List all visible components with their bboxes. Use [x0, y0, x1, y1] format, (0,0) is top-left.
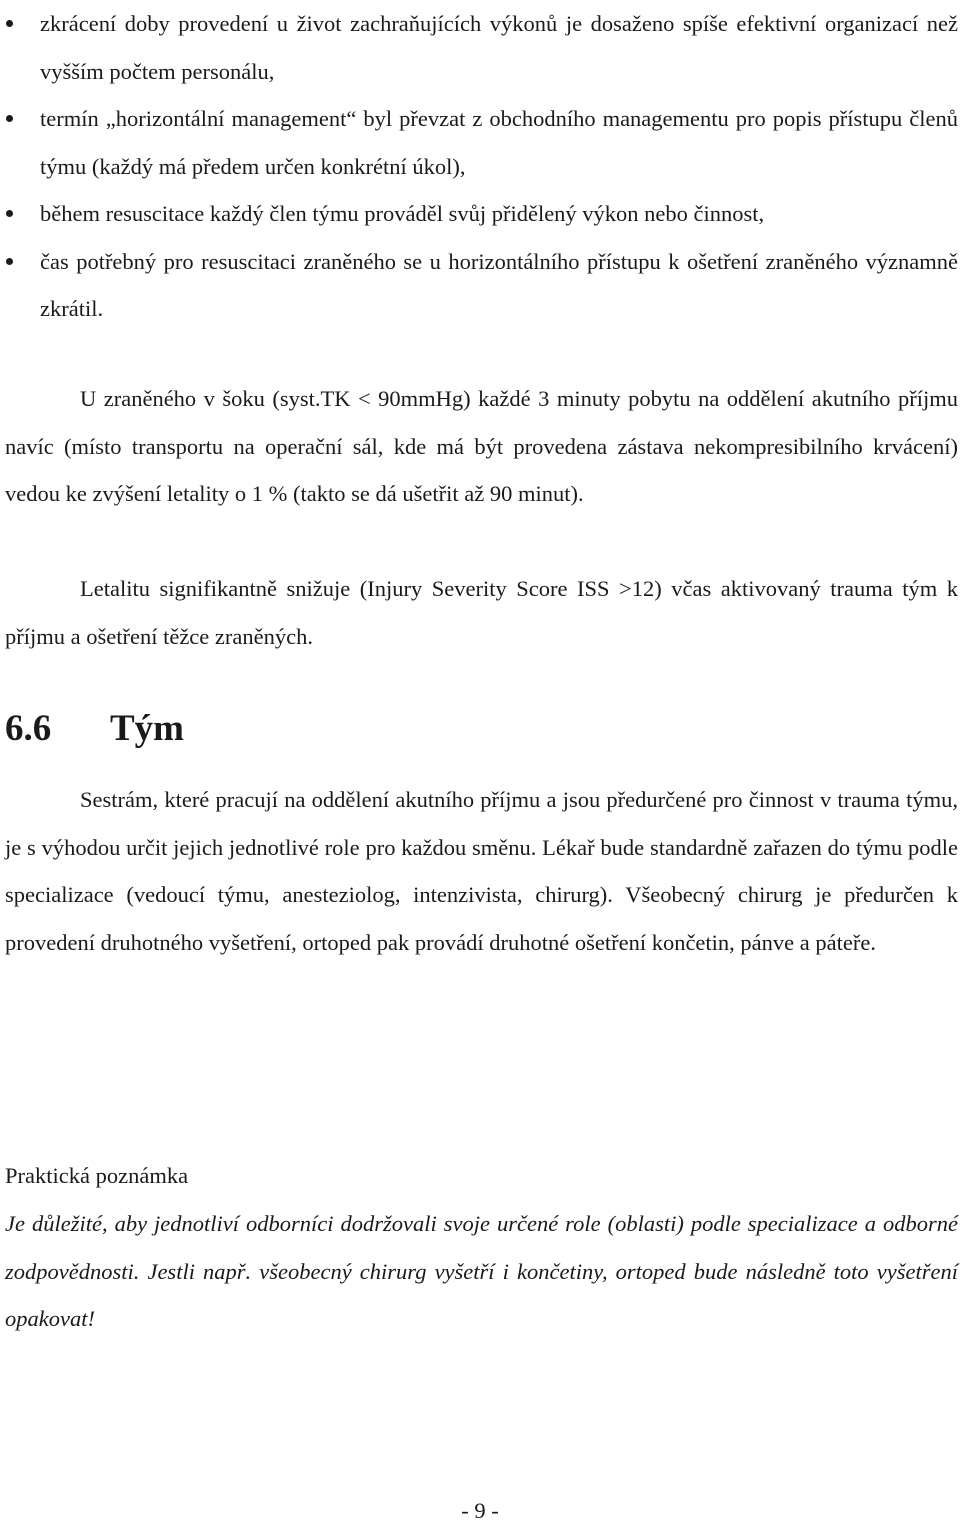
bullet-list	[0, 0, 960, 333]
bullet-text: čas potřebný pro resuscitaci zraněného se u horizontálního přístupu k ošetření zraněného významně zkrátil.	[40, 248, 958, 321]
bullet-item	[0, 190, 958, 238]
paragraph-letality: Letalitu signifikantně snižuje (Injury Severity Score ISS >12) včas aktivovaný trauma tým k příjmu a ošetření těžce zraněných.	[5, 576, 958, 649]
bullet-icon	[6, 258, 13, 265]
bullet-text: během resuscitace každý člen týmu prováděl svůj přidělený výkon nebo činnost,	[40, 201, 765, 226]
bullet-icon	[6, 20, 13, 27]
bullet-text: termín „horizontální management“ byl převzat z obchodního managementu pro popis přístupu členů týmu (každý má předem určen konkrétní úkol),	[40, 106, 958, 179]
bullet-icon	[6, 210, 13, 217]
bullet-item	[0, 95, 958, 190]
section-number: 6.6	[5, 708, 52, 749]
paragraph-team: Sestrám, které pracují na oddělení akutního příjmu a jsou předurčené pro činnost v trauma týmu, je s výhodou určit jejich jednotlivé role pro každou směnu. Lékař bude standardně zařazen do týmu podle specializace (vedoucí týmu, anesteziolog, intenzivista, chirurg). Všeobecný chirurg je předurčen k provedení druhotného vyšetření, ortoped pak provádí druhotné ošetření končetin, pánve a páteře.	[5, 787, 958, 955]
bullet-item	[0, 0, 958, 95]
page-number: - 9 -	[461, 1498, 499, 1523]
section-heading	[5, 700, 184, 758]
section-title: Tým	[110, 708, 184, 749]
note-text: Je důležité, aby jednotliví odborníci dodržovali svoje určené role (oblasti) podle specializace a odborné zodpovědnosti. Jestli např. všeobecný chirurg vyšetří i končetiny, ortoped bude následně toto vyšetření opakovat!	[5, 1211, 958, 1331]
note-title: Praktická poznámka	[5, 1163, 189, 1188]
paragraph-shock: U zraněného v šoku (syst.TK < 90mmHg) každé 3 minuty pobytu na oddělení akutního příjmu navíc (místo transportu na operační sál, kde má být provedena zástava nekompresibilního krvácení) vedou ke zvýšení letality o 1 % (takto se dá ušetřit až 90 minut).	[5, 386, 958, 506]
bullet-item	[0, 238, 958, 333]
bullet-icon	[6, 115, 13, 122]
bullet-text: zkrácení doby provedení u život zachraňujících výkonů je dosaženo spíše efektivní organizací než vyšším počtem personálu,	[40, 11, 958, 84]
